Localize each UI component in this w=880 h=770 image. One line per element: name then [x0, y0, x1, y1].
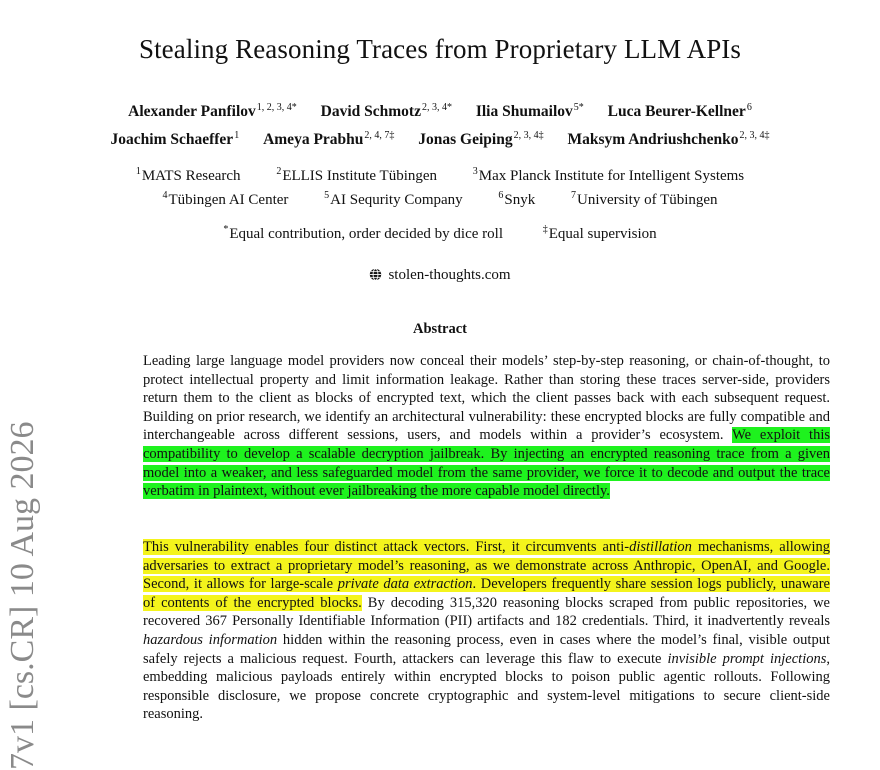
affiliation	[498, 192, 535, 208]
author-name: Luca Beurer-Kellner	[608, 103, 746, 120]
author	[608, 103, 752, 120]
affiliation	[571, 192, 718, 208]
note-text: Equal supervision	[549, 226, 657, 242]
affiliation-name: Snyk	[504, 192, 535, 208]
affiliation	[473, 168, 744, 184]
equal-contribution-note	[223, 226, 503, 242]
author-name: Jonas Geiping	[418, 131, 512, 148]
note-mark: *	[223, 224, 228, 235]
abstract-paragraph-2	[143, 538, 830, 724]
author	[321, 103, 452, 120]
author-affil-marks: 2, 3, 4‡	[739, 130, 769, 141]
emphasis-text: distillation	[629, 539, 692, 555]
abstract-heading: Abstract	[0, 321, 880, 338]
author-name: Joachim Schaeffer	[111, 131, 234, 148]
author	[128, 103, 297, 120]
affiliation-number: 1	[136, 166, 141, 177]
author-affil-marks: 5*	[574, 102, 584, 113]
affiliation-name: ELLIS Institute Tübingen	[282, 168, 437, 184]
affiliation-number: 6	[498, 190, 503, 201]
affiliation-name: University of Tübingen	[577, 192, 718, 208]
author-affil-marks: 1, 2, 3, 4*	[257, 102, 297, 113]
authors-row-2	[0, 130, 880, 149]
author	[567, 131, 769, 148]
website-link[interactable]: stolen-thoughts.com	[388, 267, 510, 283]
author	[111, 131, 240, 148]
abstract-text: mechanisms, allowing adversaries to extract a proprietary model’s reasoning, as we demonstrate across Anthropic, OpenAI, and Google. Second, it allows for large-scale	[143, 539, 830, 592]
author-affil-marks: 2, 3, 4‡	[514, 130, 544, 141]
equal-supervision-note	[543, 226, 657, 242]
note-mark: ‡	[543, 224, 548, 235]
author-affil-marks: 6	[747, 102, 752, 113]
paper-title: Stealing Reasoning Traces from Proprietary LLM APIs	[0, 34, 880, 65]
affiliation	[136, 168, 241, 184]
abstract-text: By decoding 315,320 reasoning blocks scraped from public repositories, we recovered 367 Personally Identifiable Information (PII) artifacts and 182 credentials. Third, it inadvertently reveals	[143, 595, 830, 630]
author-affil-marks: 2, 3, 4*	[422, 102, 452, 113]
author-affil-marks: 1	[234, 130, 239, 141]
affiliation	[324, 192, 463, 208]
abstract-text: . Developers frequently share session logs publicly, unaware of contents of the encrypted blocks.	[143, 576, 830, 611]
affiliations-row-2	[0, 190, 880, 209]
affiliation	[276, 168, 437, 184]
emphasis-text: private data extraction	[338, 576, 473, 592]
authors-row-1	[0, 102, 880, 121]
affiliation-number: 5	[324, 190, 329, 201]
affiliation-name: Tübingen AI Center	[168, 192, 288, 208]
project-website[interactable]	[0, 267, 880, 284]
author-name: Ameya Prabhu	[263, 131, 363, 148]
author-name: Maksym Andriushchenko	[567, 131, 738, 148]
note-text: Equal contribution, order decided by dice roll	[229, 226, 503, 242]
globe-icon	[369, 268, 382, 281]
contribution-notes	[0, 224, 880, 243]
author	[476, 103, 584, 120]
affiliation-name: Max Planck Institute for Intelligent Systems	[479, 168, 744, 184]
author-name: David Schmotz	[321, 103, 421, 120]
affiliation-name: MATS Research	[142, 168, 241, 184]
author-name: Alexander Panfilov	[128, 103, 256, 120]
author	[418, 131, 543, 148]
affiliation-number: 4	[162, 190, 167, 201]
abstract-text: hidden within the reasoning process, even in cases where the model’s final, visible output safely rejects a malicious request. Fourth, attackers can leverage this flaw to execute	[143, 632, 830, 667]
emphasis-text: hazardous information	[143, 632, 277, 648]
abstract-paragraph-1	[143, 352, 830, 501]
affiliation-number: 7	[571, 190, 576, 201]
affiliation-number: 3	[473, 166, 478, 177]
affiliation	[162, 192, 288, 208]
affiliation-name: AI Sequrity Company	[330, 192, 463, 208]
highlighted-text-green: We exploit this compatibility to develop a scalable decryption jailbreak. By injecting an encrypted reasoning trace from a given model into a weaker, and less safeguarded model from the same provider, we force it to decode and output the trace verbatim in plaintext, without ever jailbreaking the more capable model directly.	[143, 427, 830, 499]
arxiv-stamp: 7v1 [cs.CR] 10 Aug 2026	[4, 422, 42, 770]
abstract-text: This vulnerability enables four distinct attack vectors. First, it circumvents anti-	[143, 539, 629, 555]
author-name: Ilia Shumailov	[476, 103, 573, 120]
affiliations-row-1	[0, 166, 880, 185]
abstract-text: Leading large language model providers now conceal their models’ step-by-step reasoning, or chain-of-thought, to protect intellectual property and limit information leakage. Rather than storing these traces server-side, providers return them to the client as blocks of encrypted text, which the client passes back with each subsequent request. Building on prior research, we identify an architectural vulnerability: these encrypted blocks are fully compatible and interchangeable across different sessions, users, and models within a provider’s ecosystem.	[143, 353, 830, 443]
author	[263, 131, 394, 148]
affiliation-number: 2	[276, 166, 281, 177]
abstract-text: , embedding malicious payloads entirely within encrypted blocks to poison public agentic rollouts. Following responsible disclosure, we propose concrete cryptographic and system-level mitigations to secure client-side reasoning.	[143, 651, 830, 723]
emphasis-text: invisible prompt injections	[667, 651, 826, 667]
author-affil-marks: 2, 4, 7‡	[364, 130, 394, 141]
